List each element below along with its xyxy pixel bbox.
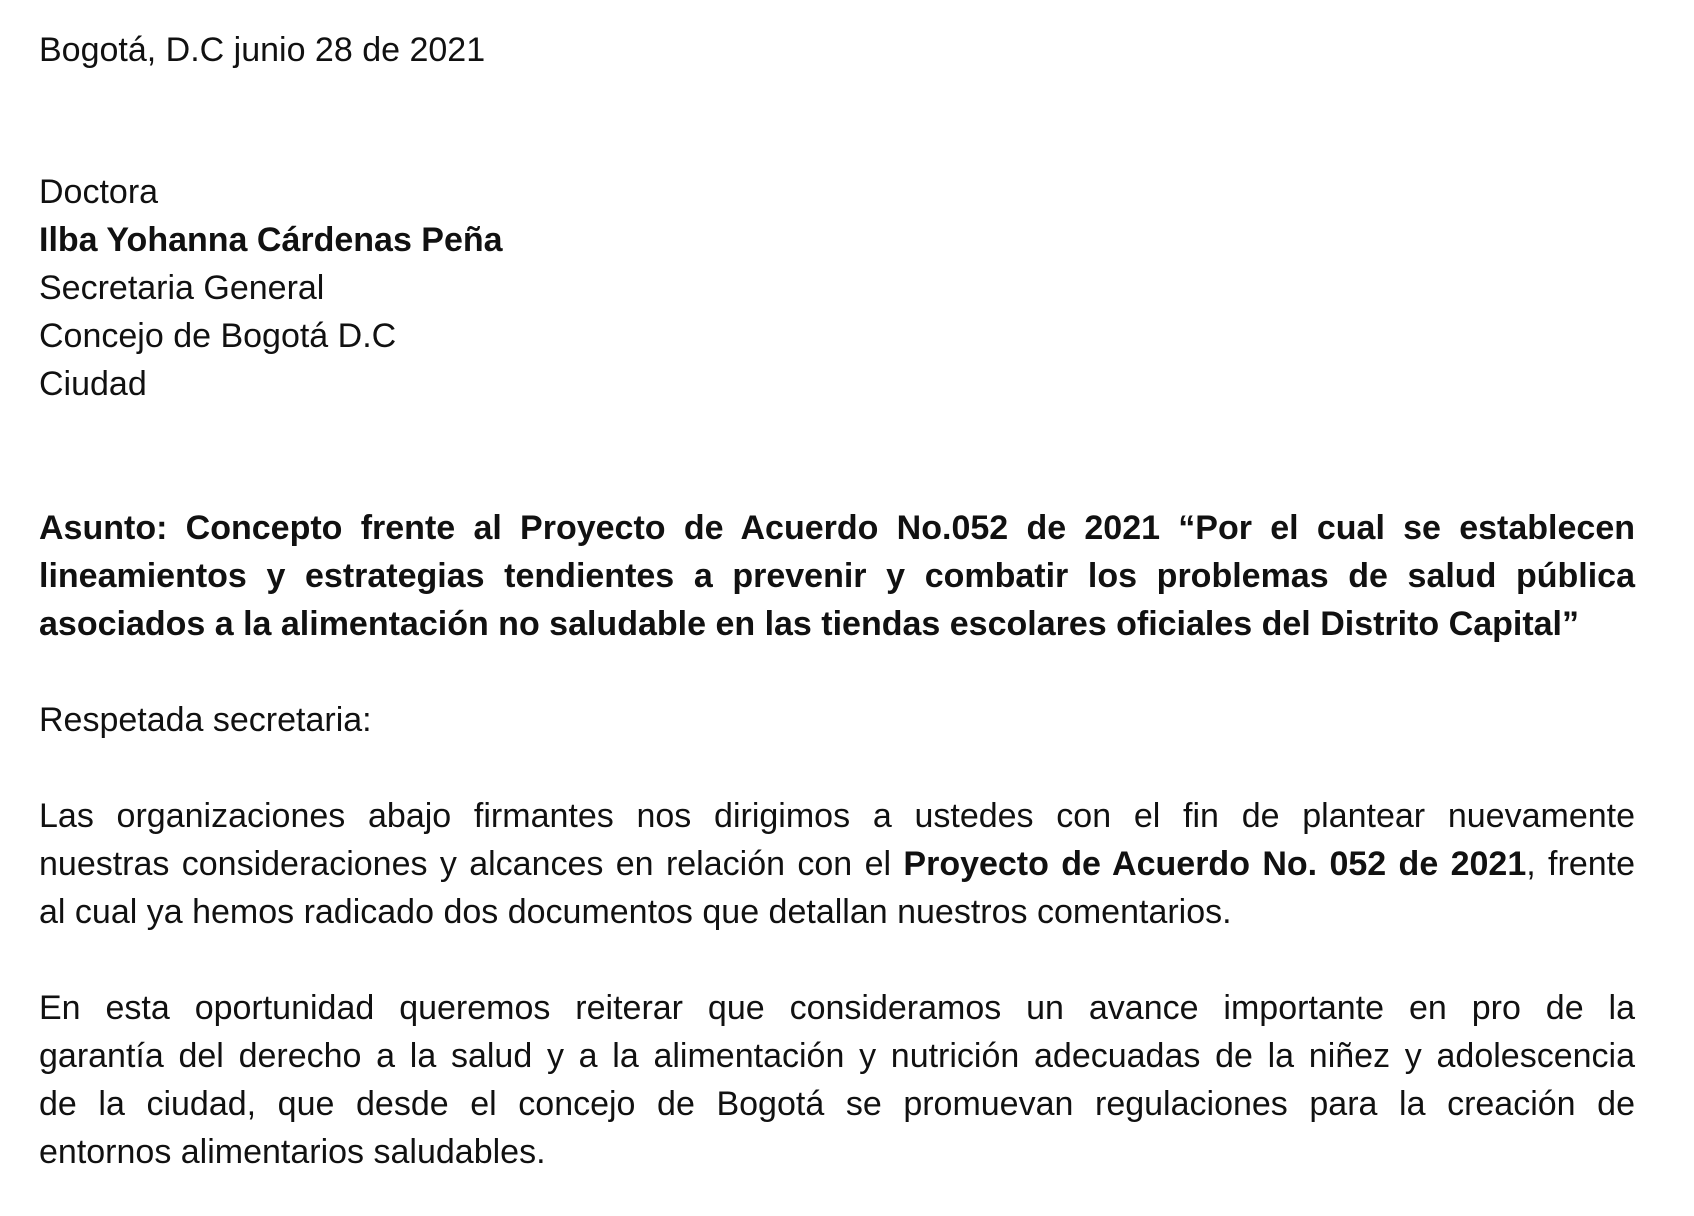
recipient-title: Doctora: [39, 173, 159, 211]
subject-line: asociados a la alimentación no saludable en las tiendas escolares oficiales del Distrito Capital”: [39, 605, 1579, 643]
paragraph-line: [39, 840, 1635, 888]
paragraph-text: , frente: [1526, 845, 1636, 883]
paragraph-line: garantía del derecho a la salud y a la alimentación y nutrición adecuadas de la niñez y adolescencia: [39, 1037, 1635, 1075]
letter-page: [39, 26, 1635, 1176]
paragraph-text: nuestras consideraciones y alcances en relación con el: [39, 845, 904, 883]
recipient-organization: Concejo de Bogotá D.C: [39, 317, 397, 355]
body-paragraph: [39, 792, 1635, 936]
salutation: Respetada secretaria:: [39, 701, 372, 739]
recipient-city: Ciudad: [39, 365, 147, 403]
body-paragraph: [39, 984, 1635, 1176]
recipient-block: [39, 168, 1635, 408]
paragraph-line: Las organizaciones abajo firmantes nos dirigimos a ustedes con el fin de plantear nuevamente: [39, 797, 1635, 835]
subject-line: lineamientos y estrategias tendientes a prevenir y combatir los problemas de salud pública: [39, 557, 1635, 595]
paragraph-line: al cual ya hemos radicado dos documentos que detallan nuestros comentarios.: [39, 893, 1232, 931]
letter-date: Bogotá, D.C junio 28 de 2021: [39, 31, 486, 69]
paragraph-line: En esta oportunidad queremos reiterar que consideramos un avance importante en pro de la: [39, 989, 1635, 1027]
paragraph-line: entornos alimentarios saludables.: [39, 1133, 546, 1171]
recipient-position: Secretaria General: [39, 269, 325, 307]
recipient-name: Ilba Yohanna Cárdenas Peña: [39, 221, 503, 259]
project-reference: Proyecto de Acuerdo No. 052 de 2021: [903, 845, 1527, 883]
subject-block: [39, 504, 1635, 648]
paragraph-line: de la ciudad, que desde el concejo de Bogotá se promuevan regulaciones para la creación de: [39, 1085, 1635, 1123]
subject-line: Asunto: Concepto frente al Proyecto de Acuerdo No.052 de 2021 “Por el cual se establecen: [39, 509, 1635, 547]
